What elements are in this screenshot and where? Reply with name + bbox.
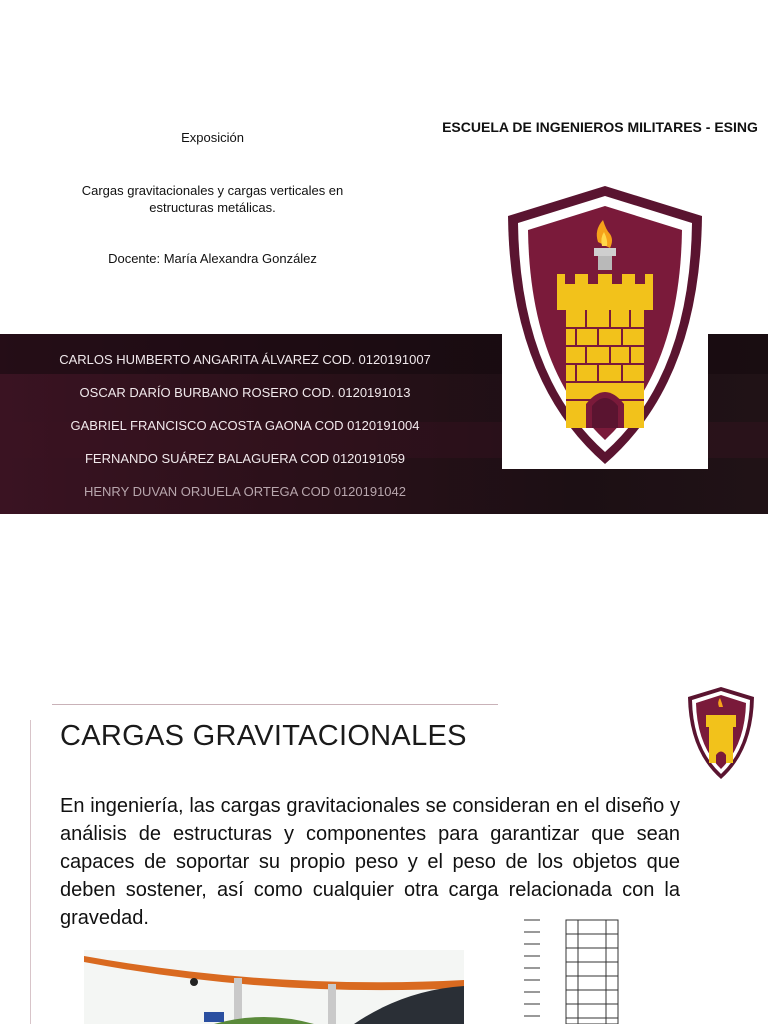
shield-logo: [502, 182, 708, 469]
member-5: HENRY DUVAN ORJUELA ORTEGA COD 0120191042: [83, 484, 406, 499]
member-3: GABRIEL FRANCISCO ACOSTA GAONA COD 0120191004: [70, 418, 420, 433]
side-rule: [30, 720, 31, 1024]
member-2: OSCAR DARÍO BURBANO ROSERO COD. 0120191013: [79, 385, 411, 400]
member-1: CARLOS HUMBERTO ANGARITA ÁLVAREZ COD. 0120191007: [59, 352, 431, 367]
topic-text: Cargas gravitacionales y cargas verticales en estructuras metálicas.: [81, 183, 344, 215]
slide-body: En ingeniería, las cargas gravitacionales se consideran en el diseño y análisis de estructuras y componentes para garantizar que sean capaces de soportar su propio peso y el peso de los objetos que deben sostener, así como cualquier otra carga relacionada con la gravedad.: [60, 795, 680, 929]
building-section-drawing: [522, 916, 652, 1024]
shield-icon: [686, 685, 756, 781]
member-4: FERNANDO SUÁREZ BALAGUERA COD 0120191059: [84, 451, 406, 466]
bridge-illustration: [84, 950, 464, 1024]
slide-title: CARGAS GRAVITACIONALES: [60, 720, 467, 752]
building-icon: [522, 916, 652, 1024]
small-shield-logo: [686, 685, 756, 781]
school-name: ESCUELA DE INGENIEROS MILITARES - ESING: [442, 119, 758, 135]
shield-icon: [502, 182, 708, 469]
content-slide: [0, 590, 768, 1024]
bridge-icon: [84, 950, 464, 1024]
title-divider: [52, 704, 498, 705]
exposition-label: Exposición: [181, 130, 244, 145]
teacher-text: Docente: María Alexandra González: [108, 251, 317, 266]
